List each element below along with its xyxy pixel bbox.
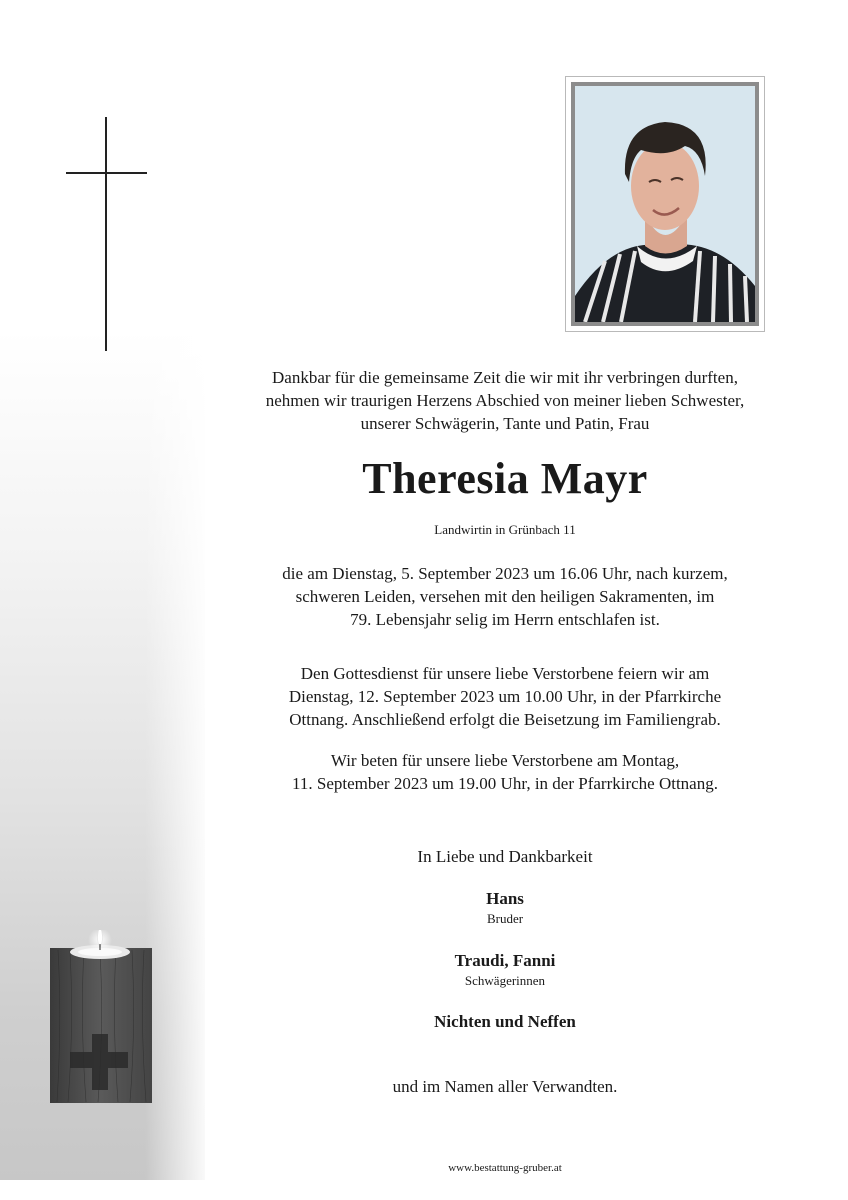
service-line: Dienstag, 12. September 2023 um 10.00 Uhr, in der Pfarrkirche <box>288 687 722 706</box>
funeral-service-text <box>205 662 805 731</box>
intro-text <box>205 366 805 435</box>
website-footer: www.bestattung-gruber.at <box>448 1162 562 1174</box>
occupation-text: Landwirtin in Grünbach 11 <box>434 522 576 537</box>
candle-icon <box>48 930 154 1105</box>
intro-line: Dankbar für die gemeinsame Zeit die wir mit ihr verbringen durften, <box>272 368 738 387</box>
mourner-entry <box>205 950 805 990</box>
service-line: Ottnang. Anschließend erfolgt die Beisetzung im Familiengrab. <box>289 710 721 729</box>
mourner-entry <box>205 1011 805 1033</box>
service-line: Den Gottesdienst für unsere liebe Verstorbene feiern wir am <box>300 664 710 683</box>
relatives-phrase: und im Namen aller Verwandten. <box>392 1077 618 1096</box>
death-notice-text <box>205 562 805 631</box>
portrait-photo <box>571 82 759 326</box>
prayer-line: Wir beten für unsere liebe Verstorbene am Montag, <box>330 751 680 770</box>
mourner-relation: Bruder <box>486 911 524 926</box>
prayer-line: 11. September 2023 um 19.00 Uhr, in der Pfarrkirche Ottnang. <box>292 774 718 793</box>
intro-line: nehmen wir traurigen Herzens Abschied von meiner lieben Schwester, <box>265 391 745 410</box>
mourner-relation: Schwägerinnen <box>464 973 546 988</box>
death-line: schweren Leiden, versehen mit den heiligen Sakramenten, im <box>295 587 715 606</box>
death-line: 79. Lebensjahr selig im Herrn entschlafen ist. <box>350 610 660 629</box>
mourner-name: Traudi, Fanni <box>454 951 556 970</box>
prayer-service-text <box>205 749 805 795</box>
death-line: die am Dienstag, 5. September 2023 um 16.06 Uhr, nach kurzem, <box>282 564 728 583</box>
mourner-name: Hans <box>486 889 524 908</box>
mourner-name: Nichten und Neffen <box>434 1012 576 1031</box>
portrait-photo-frame <box>565 76 765 332</box>
deceased-name: Theresia Mayr <box>362 454 648 503</box>
mourner-entry <box>205 888 805 928</box>
closing-phrase: In Liebe und Dankbarkeit <box>417 847 593 866</box>
intro-line: unserer Schwägerin, Tante und Patin, Frau <box>360 414 650 433</box>
